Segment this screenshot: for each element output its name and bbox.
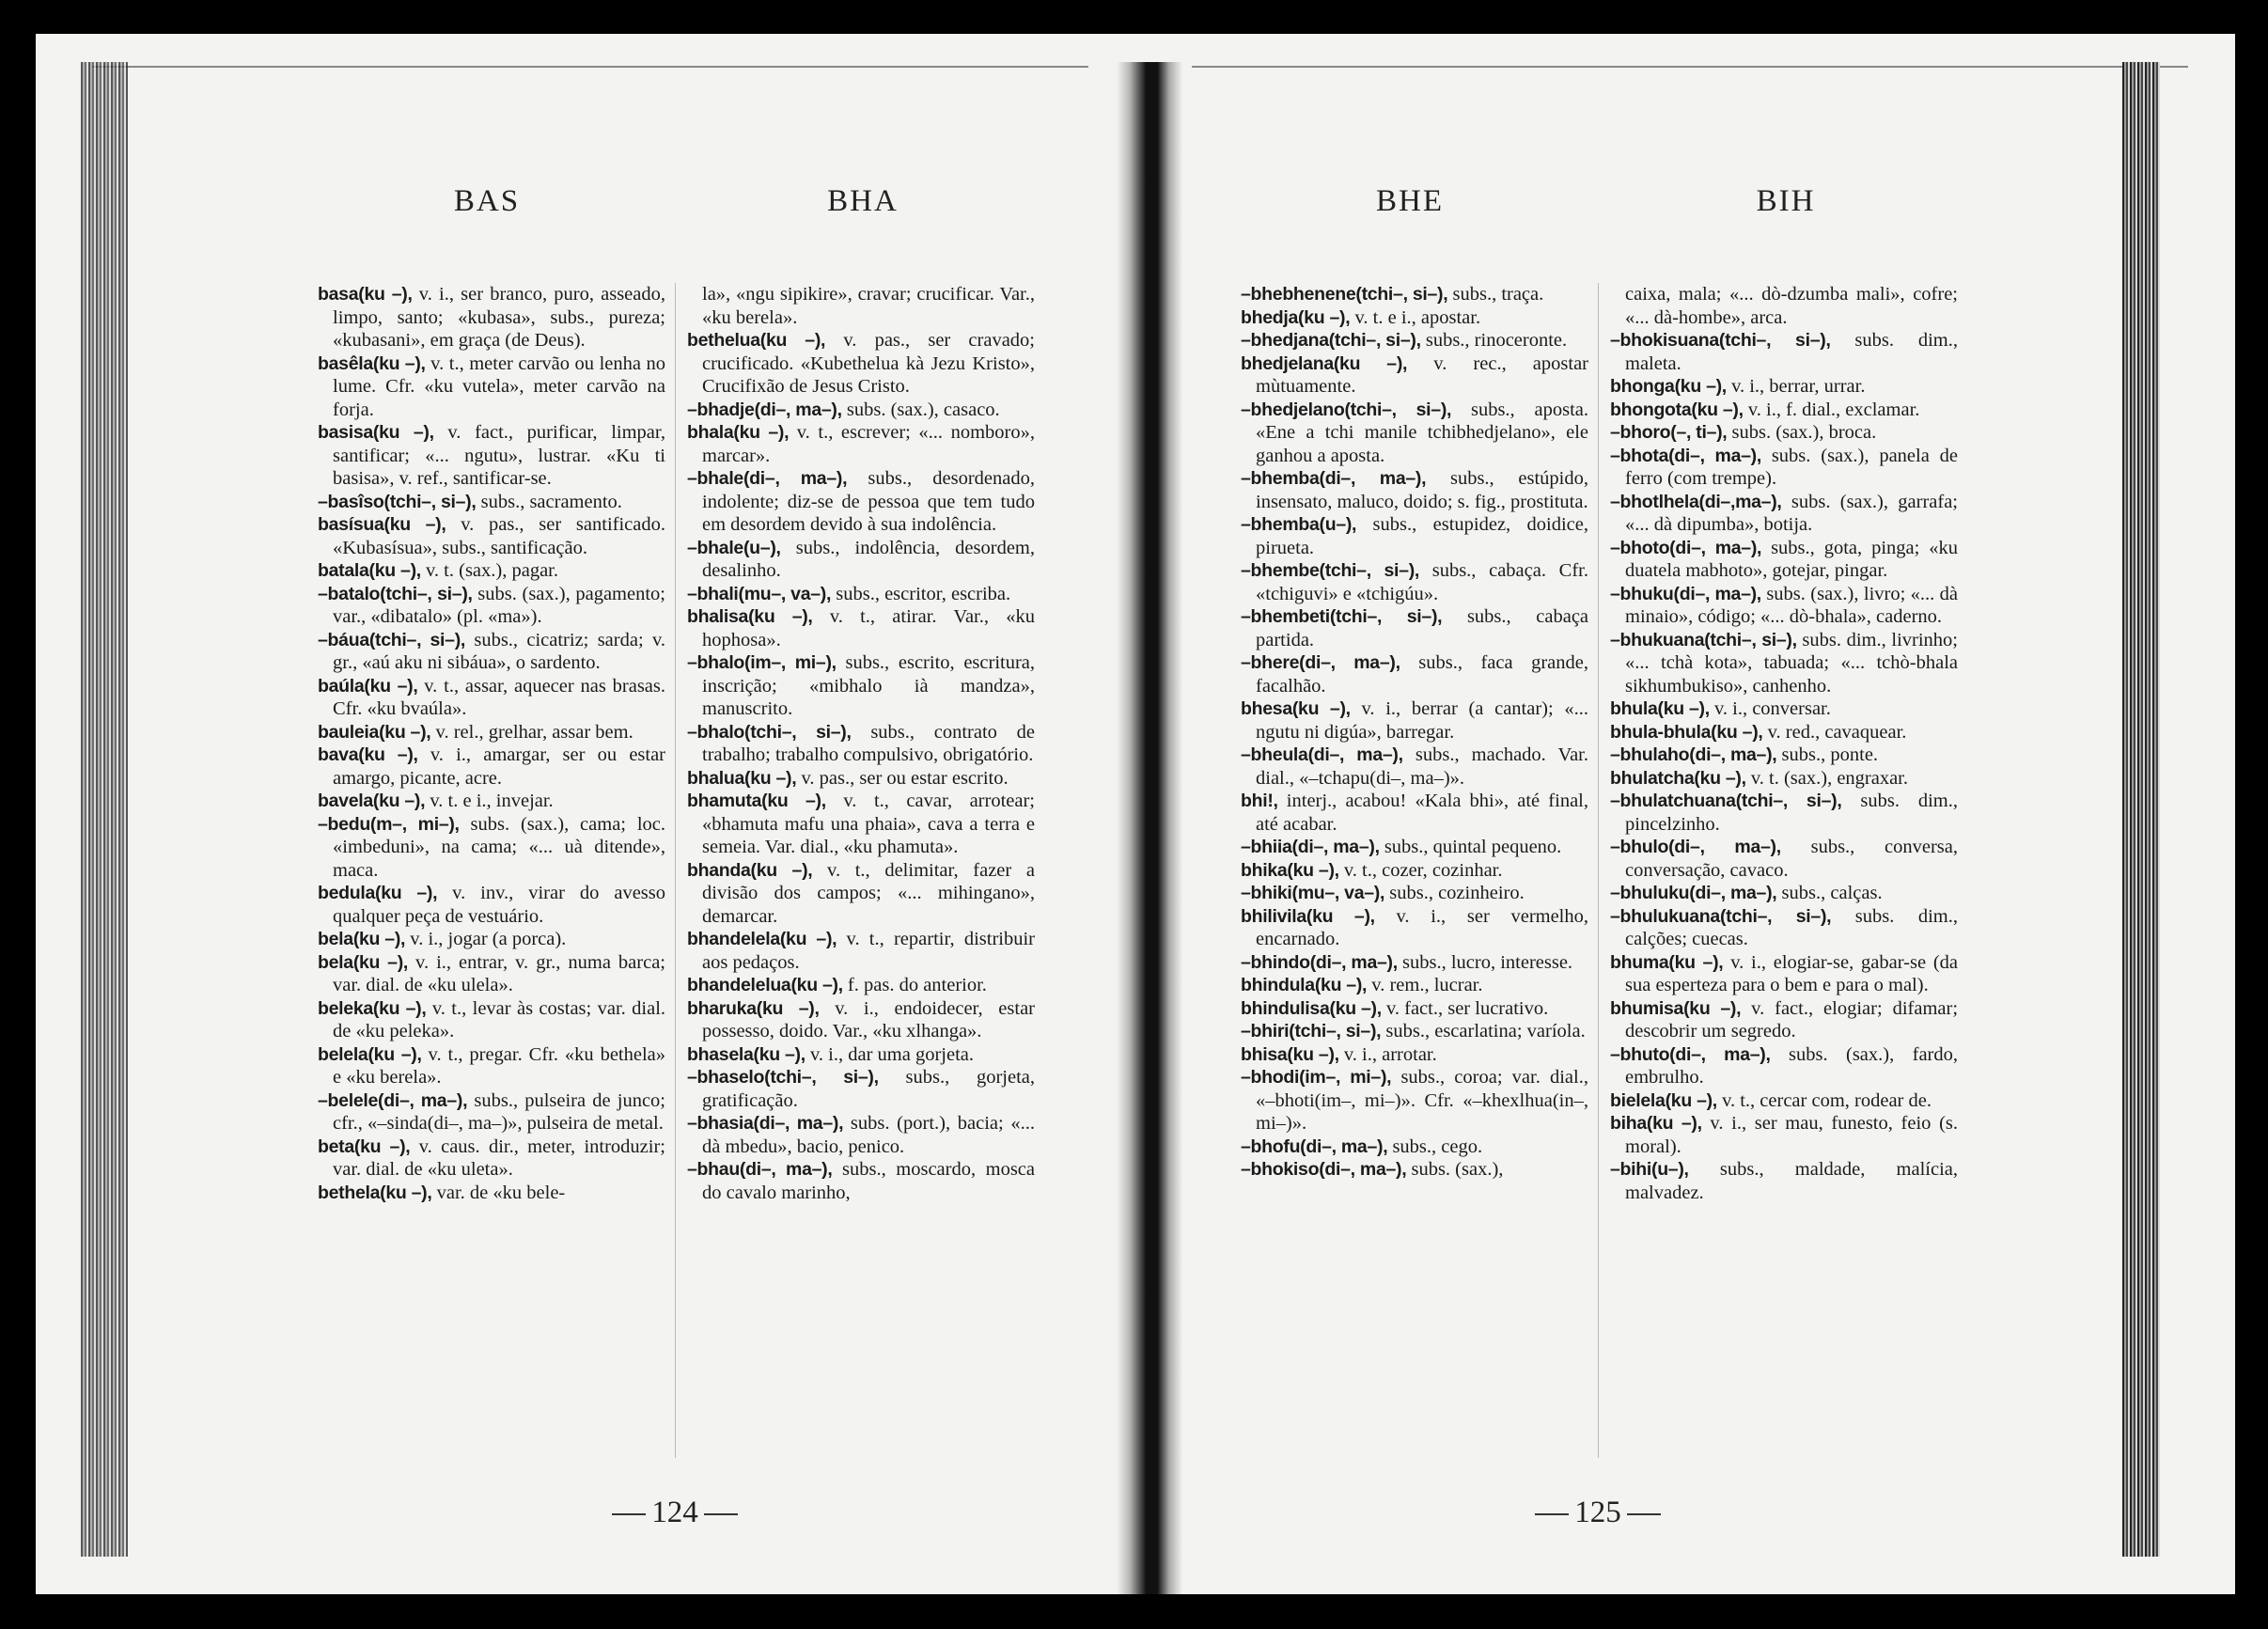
entry-definition: subs., estupidez, doidice, pirueta. bbox=[1256, 514, 1588, 558]
dictionary-entry bbox=[1610, 399, 1958, 422]
entry-definition: v. i., endoidecer, estar possesso, doido. Var., «ku xlhanga». bbox=[702, 997, 1035, 1042]
entry-headword: bhandelela(ku –), bbox=[687, 929, 837, 949]
entry-definition: subs. (sax.), panela de ferro (com trempe). bbox=[1625, 445, 1958, 489]
entry-definition: subs., escritor, escriba. bbox=[836, 583, 1011, 604]
entry-headword: bhisa(ku –), bbox=[1241, 1043, 1339, 1065]
entry-definition: subs., pulseira de junco; cfr., «–sinda(di–, ma–)», pulseira de metal. bbox=[333, 1089, 665, 1134]
dictionary-columns bbox=[318, 283, 1035, 1477]
entry-headword: –bhukuana(tchi–, si–), bbox=[1610, 629, 1797, 650]
dictionary-entry bbox=[1241, 790, 1588, 836]
dictionary-entry bbox=[1610, 905, 1958, 951]
entry-definition: subs., faca grande, facalhão. bbox=[1256, 652, 1588, 697]
dictionary-entry bbox=[1610, 951, 1958, 997]
dictionary-entry bbox=[1241, 1020, 1588, 1043]
entry-definition: v. pas., ser santificado. «Kubasísua», subs., santificação. bbox=[333, 514, 665, 558]
dictionary-entry bbox=[318, 491, 665, 514]
entry-headword: –bheula(di–, ma–), bbox=[1241, 744, 1403, 765]
dash-decoration bbox=[612, 1513, 646, 1515]
entry-definition: v. red., cavaquear. bbox=[1767, 721, 1907, 743]
entry-headword: –bhoto(di–, ma–), bbox=[1610, 537, 1762, 558]
entry-headword: –bhulaho(di–, ma–), bbox=[1610, 744, 1777, 765]
running-header-left: BHE bbox=[1376, 184, 1444, 218]
entry-headword: –bhofu(di–, ma–), bbox=[1241, 1136, 1388, 1157]
dictionary-entry bbox=[687, 928, 1035, 974]
dictionary-entry bbox=[318, 513, 665, 559]
entry-headword: bhika(ku –), bbox=[1241, 859, 1339, 881]
entry-definition: v. i., arrotar. bbox=[1343, 1043, 1437, 1065]
page-number-footer bbox=[1241, 1496, 1955, 1530]
dictionary-entry bbox=[1241, 1043, 1588, 1067]
dictionary-entry bbox=[1241, 836, 1588, 859]
entry-definition: subs., maldade, malícia, malvadez. bbox=[1625, 1159, 1958, 1203]
dictionary-entry bbox=[318, 882, 665, 928]
entry-definition: subs., rinoceronte. bbox=[1425, 330, 1568, 351]
dash-decoration bbox=[704, 1513, 738, 1515]
dictionary-entry bbox=[1610, 583, 1958, 629]
dictionary-entry bbox=[1241, 329, 1588, 352]
entry-definition: subs. (sax.), bbox=[1411, 1159, 1504, 1180]
entry-definition: subs. (sax.), cama; loc. «imbeduni», na cama; «... uà ditende», maca. bbox=[333, 813, 665, 881]
entry-definition: v. rem., lucrar. bbox=[1371, 975, 1483, 995]
entry-headword: basisa(ku –), bbox=[318, 422, 434, 443]
entry-definition: v. t. (sax.), engraxar. bbox=[1750, 767, 1909, 789]
entry-definition: v. t., repartir, distribuir aos pedaços. bbox=[702, 929, 1035, 973]
entry-headword: –bhuluku(di–, ma–), bbox=[1610, 883, 1777, 903]
entry-headword: bauleia(ku –), bbox=[318, 721, 431, 743]
entry-definition: subs. (sax.), fardo, embrulho. bbox=[1625, 1043, 1958, 1088]
dictionary-entry bbox=[1610, 882, 1958, 905]
entry-definition: subs., contrato de trabalho; trabalho compulsivo, obrigatório. bbox=[702, 721, 1035, 765]
dictionary-entry bbox=[1241, 306, 1588, 330]
dictionary-entry bbox=[1241, 651, 1588, 697]
entry-headword: bethela(ku –), bbox=[318, 1182, 432, 1203]
entry-definition: subs., quintal pequeno. bbox=[1384, 837, 1562, 857]
dictionary-entry bbox=[1241, 1066, 1588, 1136]
dictionary-entry bbox=[1610, 283, 1958, 329]
entry-headword: –bhemba(u–), bbox=[1241, 514, 1357, 535]
dictionary-entry bbox=[1610, 445, 1958, 491]
dictionary-entry bbox=[1241, 974, 1588, 997]
dictionary-entry bbox=[318, 421, 665, 491]
entry-definition: subs., calças. bbox=[1781, 883, 1883, 903]
dictionary-entry bbox=[1241, 513, 1588, 559]
entry-definition: subs. dim., maleta. bbox=[1625, 330, 1958, 374]
entry-headword: –bihi(u–), bbox=[1610, 1159, 1689, 1180]
dictionary-entry bbox=[687, 1066, 1035, 1112]
entry-definition: subs., estúpido, insensato, maluco, doido; s. fig., prostituta. bbox=[1256, 468, 1588, 512]
entry-definition: v. t. (sax.), pagar. bbox=[426, 560, 559, 581]
entry-definition: v. i., f. dial., exclamar. bbox=[1747, 399, 1920, 420]
entry-headword: basa(ku –), bbox=[318, 284, 413, 305]
dictionary-entry bbox=[1610, 1089, 1958, 1113]
entry-headword: –batalo(tchi–, si–), bbox=[318, 583, 473, 604]
entry-definition: var. de «ku bele- bbox=[436, 1182, 566, 1203]
entry-definition: v. fact., purificar, limpar, santificar; «... ngutu», lustrar. «Ku ti basisa», v. ref., santificar-se. bbox=[333, 422, 665, 489]
entry-definition: v. t. e i., apostar. bbox=[1354, 306, 1481, 328]
dictionary-entry bbox=[318, 283, 665, 352]
dictionary-entry bbox=[318, 352, 665, 422]
entry-definition: subs., cego. bbox=[1392, 1136, 1483, 1157]
entry-headword: –bhiki(mu–, va–), bbox=[1241, 883, 1385, 903]
entry-definition: subs., cabaça partida. bbox=[1256, 606, 1588, 650]
dictionary-entry bbox=[687, 790, 1035, 859]
entry-definition: la», «ngu sipikire», cravar; crucificar. Var., «ku berela». bbox=[702, 284, 1035, 328]
dictionary-column-1 bbox=[1241, 283, 1588, 1477]
entry-headword: –bhebhenene(tchi–, si–), bbox=[1241, 284, 1448, 305]
dictionary-entry bbox=[687, 651, 1035, 721]
entry-headword: –bhau(di–, ma–), bbox=[687, 1159, 833, 1180]
entry-definition: v. i., entrar, v. gr., numa barca; var. dial. de «ku ulela». bbox=[333, 951, 665, 995]
entry-definition: v. i., ser vermelho, encarnado. bbox=[1256, 905, 1588, 949]
entry-headword: belela(ku –), bbox=[318, 1043, 422, 1065]
running-header-right: BHA bbox=[827, 184, 899, 218]
entry-definition: subs., indolência, desordem, desalinho. bbox=[702, 537, 1035, 581]
entry-definition: v. i., elogiar-se, gabar-se (da sua esperteza para o bem e para o mal). bbox=[1625, 951, 1958, 995]
entry-headword: –bhadje(di–, ma–), bbox=[687, 399, 842, 420]
entry-headword: bedula(ku –), bbox=[318, 883, 438, 903]
entry-headword: –bhale(di–, ma–), bbox=[687, 468, 848, 489]
entry-headword: –bhota(di–, ma–), bbox=[1610, 445, 1761, 466]
entry-definition: v. caus. dir., meter, introduzir; var. dial. de «ku uleta». bbox=[333, 1136, 665, 1180]
entry-definition: subs., moscardo, mosca do cavalo marinho, bbox=[702, 1159, 1035, 1203]
entry-headword: bhala(ku –), bbox=[687, 422, 790, 443]
entry-headword: bhonga(ku –), bbox=[1610, 376, 1727, 397]
dictionary-entry bbox=[1610, 744, 1958, 767]
entry-definition: v. rel., grelhar, assar bem. bbox=[435, 721, 633, 743]
entry-definition: v. t., escrever; «... nomboro», marcar». bbox=[702, 422, 1035, 466]
entry-definition: v. i., dar uma gorjeta. bbox=[809, 1043, 974, 1065]
entry-definition: subs., desordenado, indolente; diz-se de pessoa que tem tudo em desordem devido à sua indolência. bbox=[702, 468, 1035, 535]
entry-definition: v. i., ser mau, funesto, feio (s. moral). bbox=[1625, 1113, 1958, 1157]
dictionary-entry bbox=[1241, 744, 1588, 790]
entry-headword: –bhuto(di–, ma–), bbox=[1610, 1043, 1771, 1065]
entry-definition: v. rec., apostar mùtuamente. bbox=[1256, 352, 1588, 397]
dictionary-entry bbox=[687, 974, 1035, 997]
entry-headword: bhedja(ku –), bbox=[1241, 306, 1351, 328]
entry-definition: v. i., amargar, ser ou estar amargo, picante, acre. bbox=[333, 744, 665, 789]
entry-headword: –bhodi(im–, mi–), bbox=[1241, 1067, 1392, 1088]
dictionary-entry bbox=[687, 467, 1035, 537]
entry-headword: –bhulukuana(tchi–, si–), bbox=[1610, 905, 1832, 927]
entry-headword: –bhotlhela(di–,ma–), bbox=[1610, 491, 1782, 512]
entry-definition: v. i., conversar. bbox=[1713, 698, 1831, 719]
entry-definition: v. t., levar às costas; var. dial. de «ku peleka». bbox=[333, 997, 665, 1042]
entry-definition: v. i., berrar, urrar. bbox=[1731, 376, 1866, 397]
dictionary-column-2 bbox=[687, 283, 1035, 1477]
dictionary-entry bbox=[318, 997, 665, 1043]
entry-headword: bhalua(ku –), bbox=[687, 767, 797, 789]
entry-definition: subs., conversa, conversação, cavaco. bbox=[1625, 837, 1958, 881]
dictionary-entry bbox=[318, 721, 665, 744]
dictionary-entry bbox=[687, 859, 1035, 929]
dictionary-entry bbox=[1610, 790, 1958, 836]
entry-definition: subs., machado. Var. dial., «–tchapu(di–, ma–)». bbox=[1256, 744, 1588, 789]
dash-decoration bbox=[1535, 1513, 1569, 1515]
entry-headword: –bhaselo(tchi–, si–), bbox=[687, 1067, 879, 1088]
dictionary-entry bbox=[318, 1089, 665, 1136]
entry-headword: –bhembeti(tchi–, si–), bbox=[1241, 606, 1443, 627]
top-edge-line bbox=[92, 66, 1088, 68]
dictionary-entry bbox=[1241, 951, 1588, 975]
entry-headword: bhesa(ku –), bbox=[1241, 698, 1351, 719]
entry-definition: v. t., cavar, arrotear; «bhamuta mafu una phaia», cava a terra e semeia. Var. dial., «ku phamuta». bbox=[702, 791, 1035, 857]
dictionary-entry bbox=[318, 675, 665, 721]
dictionary-entry bbox=[1241, 997, 1588, 1021]
dictionary-entry bbox=[687, 721, 1035, 767]
entry-headword: bhi!, bbox=[1241, 791, 1278, 811]
entry-headword: –bhere(di–, ma–), bbox=[1241, 652, 1400, 673]
entry-headword: basísua(ku –), bbox=[318, 514, 446, 535]
dictionary-entry bbox=[1241, 905, 1588, 951]
entry-definition: v. fact., ser lucrativo. bbox=[1385, 997, 1549, 1019]
entry-headword: –bhasia(di–, ma–), bbox=[687, 1113, 844, 1134]
entry-headword: bhilivila(ku –), bbox=[1241, 905, 1375, 927]
entry-headword: bhamuta(ku –), bbox=[687, 791, 826, 811]
entry-definition: subs., lucro, interesse. bbox=[1402, 951, 1573, 973]
entry-headword: bhandelelua(ku –), bbox=[687, 975, 843, 995]
left-scan-edge bbox=[81, 62, 128, 1557]
dictionary-entry bbox=[1241, 605, 1588, 651]
dictionary-entry bbox=[1241, 1136, 1588, 1159]
dictionary-entry bbox=[1241, 283, 1588, 306]
dictionary-entry bbox=[318, 629, 665, 675]
entry-headword: –belele(di–, ma–), bbox=[318, 1089, 468, 1111]
dictionary-entry bbox=[687, 399, 1035, 422]
entry-headword: bhongota(ku –), bbox=[1610, 399, 1744, 420]
entry-headword: –bhedjelano(tchi–, si–), bbox=[1241, 399, 1452, 420]
dictionary-entry bbox=[687, 537, 1035, 583]
dictionary-entry bbox=[1610, 491, 1958, 537]
dictionary-entry bbox=[687, 1112, 1035, 1158]
dictionary-entry bbox=[1610, 1043, 1958, 1089]
dictionary-entry bbox=[1241, 352, 1588, 399]
dictionary-entry bbox=[687, 1158, 1035, 1204]
entry-headword: bharuka(ku –), bbox=[687, 997, 820, 1019]
entry-definition: subs., cicatriz; sarda; v. gr., «aú aku ni sibáua», o sardento. bbox=[333, 629, 665, 673]
entry-headword: basêla(ku –), bbox=[318, 352, 426, 374]
dictionary-entry bbox=[1610, 329, 1958, 375]
entry-headword: biha(ku –), bbox=[1610, 1113, 1702, 1134]
entry-definition: subs. dim., calções; cuecas. bbox=[1625, 905, 1958, 949]
dictionary-entry bbox=[687, 283, 1035, 329]
dictionary-entry bbox=[318, 1136, 665, 1182]
left-page bbox=[318, 184, 1035, 1547]
top-edge-line bbox=[1192, 66, 2188, 68]
entry-headword: –bhiri(tchi–, si–), bbox=[1241, 1021, 1382, 1042]
dictionary-entry bbox=[1241, 1158, 1588, 1182]
entry-headword: bethelua(ku –), bbox=[687, 330, 826, 351]
entry-headword: –bhiia(di–, ma–), bbox=[1241, 837, 1380, 857]
dictionary-entry bbox=[687, 767, 1035, 791]
page-number: 124 bbox=[651, 1496, 698, 1529]
entry-headword: beta(ku –), bbox=[318, 1136, 411, 1157]
entry-definition: v. inv., virar do avesso qualquer peça de vestuário. bbox=[333, 883, 665, 927]
entry-definition: subs. dim., pincelzinho. bbox=[1625, 791, 1958, 835]
entry-definition: subs. (sax.), livro; «... dà minaio», código; «... dò-bhala», caderno. bbox=[1625, 583, 1958, 627]
dictionary-entry bbox=[1610, 1158, 1958, 1204]
entry-headword: –bhedjana(tchi–, si–), bbox=[1241, 330, 1421, 351]
entry-definition: subs., ponte. bbox=[1781, 744, 1879, 765]
dictionary-entry bbox=[687, 329, 1035, 399]
dictionary-entry bbox=[318, 790, 665, 813]
entry-definition: subs., cozinheiro. bbox=[1389, 883, 1525, 903]
entry-definition: v. t., meter carvão ou lenha no lume. Cfr. «ku vutela», meter carvão na forja. bbox=[333, 352, 665, 420]
entry-definition: v. i., jogar (a porca). bbox=[410, 929, 567, 949]
entry-headword: beleka(ku –), bbox=[318, 997, 427, 1019]
book-gutter bbox=[1117, 62, 1182, 1594]
entry-definition: v. i., ser branco, puro, asseado, limpo, santo; «kubasa», subs., pureza; «kubasani», em graça (de Deus). bbox=[333, 284, 665, 351]
dictionary-entry bbox=[687, 997, 1035, 1043]
dictionary-entry bbox=[318, 744, 665, 790]
dictionary-entry bbox=[1610, 537, 1958, 583]
entry-headword: –bhulatchuana(tchi–, si–), bbox=[1610, 791, 1842, 811]
dictionary-entry bbox=[1241, 882, 1588, 905]
entry-headword: batala(ku –), bbox=[318, 560, 421, 581]
dictionary-column-2 bbox=[1610, 283, 1958, 1477]
page-number-footer bbox=[318, 1496, 1032, 1530]
entry-headword: –basîso(tchi–, si–), bbox=[318, 491, 477, 512]
dictionary-entry bbox=[1610, 629, 1958, 698]
dictionary-entry bbox=[687, 1043, 1035, 1067]
entry-headword: bhulatcha(ku –), bbox=[1610, 767, 1746, 789]
running-headers bbox=[318, 184, 1032, 250]
entry-headword: bielela(ku –), bbox=[1610, 1089, 1717, 1111]
running-header-right: BIH bbox=[1756, 184, 1816, 218]
entry-headword: bhula(ku –), bbox=[1610, 698, 1710, 719]
dictionary-entry bbox=[318, 813, 665, 883]
right-page bbox=[1241, 184, 1958, 1547]
entry-definition: v. pas., ser ou estar escrito. bbox=[801, 767, 1009, 789]
entry-definition: subs. dim., livrinho; «... tchà kota», tabuada; «... tchò-bhala sikhumbukiso», canhenho. bbox=[1625, 629, 1958, 697]
dictionary-entry bbox=[1610, 421, 1958, 445]
dictionary-entry bbox=[318, 583, 665, 629]
entry-headword: –bhoro(–, ti–), bbox=[1610, 422, 1728, 443]
entry-definition: subs. (port.), bacia; «... dà mbedu», bacio, penico. bbox=[702, 1113, 1035, 1157]
running-header-left: BAS bbox=[453, 184, 521, 218]
dictionary-entry bbox=[1610, 721, 1958, 744]
entry-definition: subs., escarlatina; varíola. bbox=[1385, 1021, 1586, 1042]
dictionary-entry bbox=[1241, 859, 1588, 883]
right-scan-edge bbox=[2122, 62, 2160, 1557]
entry-headword: –bhale(u–), bbox=[687, 537, 781, 558]
entry-definition: subs. (sax.), broca. bbox=[1731, 422, 1877, 443]
entry-definition: v. fact., elogiar; difamar; descobrir um segredo. bbox=[1625, 997, 1958, 1042]
dictionary-entry bbox=[1610, 836, 1958, 882]
dictionary-entry bbox=[1241, 399, 1588, 468]
dictionary-entry bbox=[318, 559, 665, 583]
entry-headword: –bhalo(im–, mi–), bbox=[687, 652, 837, 673]
column-rule bbox=[675, 283, 676, 1458]
entry-headword: bhanda(ku –), bbox=[687, 859, 813, 881]
entry-definition: subs., coroa; var. dial., «–bhoti(im–, mi–)». Cfr. «–khexlhua(in–, mi–)». bbox=[1256, 1067, 1588, 1134]
entry-headword: –báua(tchi–, si–), bbox=[318, 629, 466, 650]
entry-headword: –bhokisuana(tchi–, si–), bbox=[1610, 330, 1831, 351]
entry-definition: subs. (sax.), casaco. bbox=[846, 399, 1000, 420]
entry-definition: f. pas. do anterior. bbox=[847, 975, 987, 995]
entry-headword: –bhemba(di–, ma–), bbox=[1241, 468, 1427, 489]
entry-definition: subs., sacramento. bbox=[480, 491, 622, 512]
entry-definition: v. t., atirar. Var., «ku hophosa». bbox=[702, 606, 1035, 650]
entry-headword: –bhuku(di–, ma–), bbox=[1610, 583, 1761, 604]
entry-headword: bhasela(ku –), bbox=[687, 1043, 806, 1065]
entry-definition: v. t., pregar. Cfr. «ku bethela» e «ku berela». bbox=[333, 1043, 665, 1088]
entry-definition: v. t., cozer, cozinhar. bbox=[1343, 859, 1503, 881]
entry-definition: v. t. e i., invejar. bbox=[430, 791, 554, 811]
dictionary-entry bbox=[1241, 467, 1588, 513]
entry-definition: subs. (sax.), pagamento; var., «dibatalo» (pl. «ma»). bbox=[333, 583, 665, 627]
dictionary-entry bbox=[1610, 1112, 1958, 1158]
dictionary-entry bbox=[318, 951, 665, 997]
dictionary-columns bbox=[1241, 283, 1958, 1477]
dictionary-entry bbox=[1610, 697, 1958, 721]
dictionary-entry bbox=[318, 928, 665, 951]
entry-headword: bhedjelana(ku –), bbox=[1241, 352, 1408, 374]
dictionary-entry bbox=[318, 1182, 665, 1205]
entry-definition: subs. (sax.), garrafa; «... dà dipumba», botija. bbox=[1625, 491, 1958, 535]
dictionary-entry bbox=[1610, 997, 1958, 1043]
running-headers bbox=[1241, 184, 1955, 250]
entry-definition: v. t., delimitar, fazer a divisão dos campos; «... mihingano», demarcar. bbox=[702, 859, 1035, 927]
entry-headword: baúla(ku –), bbox=[318, 675, 418, 697]
dictionary-entry bbox=[1241, 697, 1588, 744]
entry-definition: subs., aposta. «Ene a tchi manile tchibhedjelano», ele ganhou a aposta. bbox=[1256, 399, 1588, 466]
entry-definition: v. pas., ser cravado; crucificado. «Kubethelua kà Jezu Kristo», Crucifixão de Jesus Cristo. bbox=[702, 330, 1035, 397]
entry-headword: bhula-bhula(ku –), bbox=[1610, 721, 1763, 743]
dictionary-entry bbox=[1241, 559, 1588, 605]
entry-headword: bava(ku –), bbox=[318, 744, 418, 765]
entry-definition: caixa, mala; «... dò-dzumba mali», cofre; «... dà-hombe», arca. bbox=[1625, 284, 1958, 328]
dictionary-entry bbox=[1610, 767, 1958, 791]
entry-headword: –bhindo(di–, ma–), bbox=[1241, 951, 1398, 973]
entry-headword: –bhali(mu–, va–), bbox=[687, 583, 832, 604]
entry-definition: subs., gorjeta, gratificação. bbox=[702, 1067, 1035, 1111]
entry-headword: bhindula(ku –), bbox=[1241, 975, 1368, 995]
entry-headword: bhumisa(ku –), bbox=[1610, 997, 1742, 1019]
entry-definition: v. i., berrar (a cantar); «... ngutu ni digúa», barregar. bbox=[1256, 698, 1588, 743]
entry-headword: bhalisa(ku –), bbox=[687, 606, 813, 627]
dictionary-entry bbox=[318, 1043, 665, 1089]
dictionary-entry bbox=[687, 583, 1035, 606]
entry-headword: bela(ku –), bbox=[318, 951, 409, 973]
entry-definition: subs., cabaça. Cfr. «tchiguvi» e «tchigúu». bbox=[1256, 560, 1588, 604]
dictionary-entry bbox=[687, 605, 1035, 651]
dictionary-column-1 bbox=[318, 283, 665, 1477]
entry-headword: –bhalo(tchi–, si–), bbox=[687, 721, 852, 743]
entry-headword: –bhulo(di–, ma–), bbox=[1610, 837, 1781, 857]
entry-headword: –bhembe(tchi–, si–), bbox=[1241, 560, 1420, 581]
entry-definition: v. t., cercar com, rodear de. bbox=[1722, 1089, 1932, 1111]
entry-headword: bhindulisa(ku –), bbox=[1241, 997, 1382, 1019]
column-rule bbox=[1598, 283, 1599, 1458]
dictionary-entry bbox=[1610, 375, 1958, 399]
dictionary-entry bbox=[687, 421, 1035, 467]
entry-definition: subs., gota, pinga; «ku duatela mabhoto», gotejar, pingar. bbox=[1625, 537, 1958, 581]
entry-headword: –bedu(m–, mi–), bbox=[318, 813, 460, 835]
dash-decoration bbox=[1627, 1513, 1661, 1515]
entry-definition: v. t., assar, aquecer nas brasas. Cfr. «ku bvaúla». bbox=[333, 675, 665, 719]
entry-headword: –bhokiso(di–, ma–), bbox=[1241, 1159, 1407, 1180]
entry-headword: bavela(ku –), bbox=[318, 791, 426, 811]
page-number: 125 bbox=[1574, 1496, 1621, 1529]
scanned-book-spread bbox=[36, 34, 2235, 1594]
entry-definition: subs., traça. bbox=[1452, 284, 1544, 305]
entry-definition: interj., acabou! «Kala bhi», até final, até acabar. bbox=[1256, 791, 1588, 835]
entry-headword: bhuma(ku –), bbox=[1610, 951, 1724, 973]
entry-definition: subs., escrito, escritura, inscrição; «mibhalo ià mandza», manuscrito. bbox=[702, 652, 1035, 719]
entry-headword: bela(ku –), bbox=[318, 929, 406, 949]
